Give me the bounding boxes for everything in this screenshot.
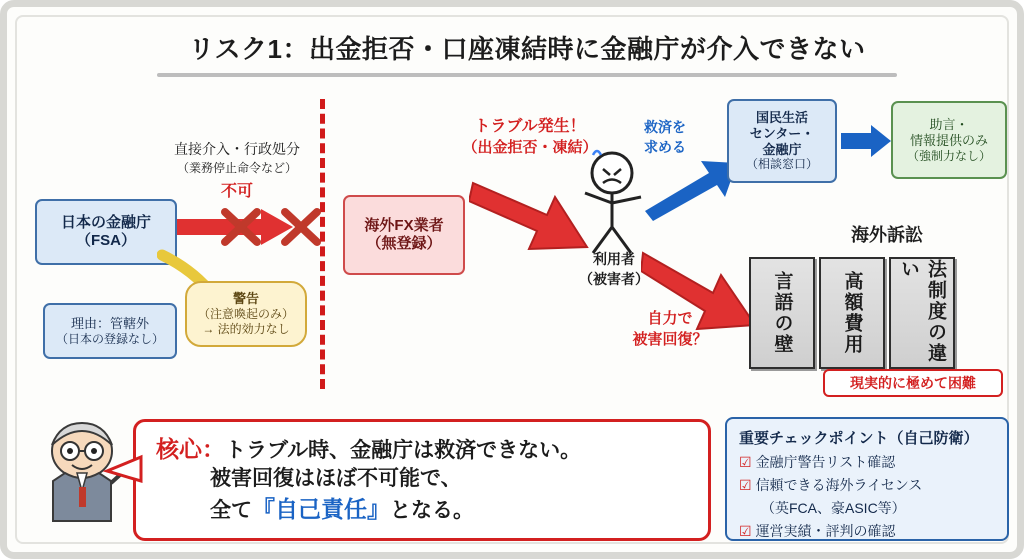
barrier-legal-system: 法制度の違い — [889, 257, 955, 369]
title-underline — [157, 73, 897, 77]
checklist-item-sub — [739, 498, 995, 518]
node-advice-only — [891, 101, 1007, 179]
bubble-tail-icon — [103, 451, 143, 491]
intervene-line3: 不可 — [220, 183, 253, 200]
checklist-item-label: 信頼できる海外ライセンス — [755, 477, 923, 493]
label-seek-relief — [625, 117, 705, 157]
intervene-line1: 直接介入・行政処分 — [174, 141, 300, 157]
core-line3-b: 『自己責任』 — [252, 495, 390, 522]
advice-line3: （強制力なし） — [906, 148, 991, 163]
advice-line1: 助言・ — [929, 116, 969, 132]
node-warning-only — [185, 281, 307, 347]
blue-arrow-to-advice-icon — [841, 123, 893, 159]
checklist-item[interactable] — [739, 452, 995, 472]
label-overseas-lawsuit: 海外訴訟 — [851, 225, 923, 245]
center-line1: 国民生活 — [755, 109, 808, 125]
self-line1: 自力で — [647, 310, 693, 327]
page-title: リスク1：出金拒否・口座凍結時に金融庁が介入できない — [188, 34, 866, 64]
core-line3-a: 全て — [210, 498, 252, 522]
checklist-item-sublabel: （英FCA、豪ASIC等） — [761, 500, 906, 516]
fx-line1: 海外FX業者 — [364, 216, 444, 234]
blue-arrow-to-center-icon — [643, 157, 739, 221]
reason-line1: 理由：管轄外 — [70, 315, 149, 331]
trouble-line1: トラブル発生！ — [474, 118, 586, 135]
badge-practically-impossible: 現実的に極めて困難 — [823, 369, 1003, 397]
trouble-line2: （出金拒否・凍結） — [462, 139, 598, 156]
node-fsa — [35, 199, 177, 265]
checklist-item[interactable] — [739, 475, 995, 495]
checklist-item[interactable] — [739, 521, 995, 541]
fx-line2: （無登録） — [366, 235, 442, 252]
warning-line3: → 法的効力なし — [202, 321, 290, 336]
node-fsa-line2: （FSA） — [75, 232, 136, 249]
center-line3: 金融庁 — [762, 141, 802, 157]
center-line2: センター・ — [749, 125, 815, 141]
red-arrow-to-lawsuit-icon — [641, 247, 761, 343]
label-direct-intervention — [147, 139, 327, 201]
center-line4: （相談窓口） — [745, 157, 818, 172]
checklist-title: 重要チェックポイント（自己防衛） — [739, 430, 979, 447]
check-icon: ☑ — [739, 454, 752, 470]
intervene-line2: （業務停止命令など） — [176, 161, 297, 175]
checklist-panel — [725, 417, 1009, 541]
blocked-red-arrow-icon — [175, 199, 335, 255]
checklist-item-label: 金融庁警告リスト確認 — [755, 454, 896, 470]
node-overseas-fx-broker — [343, 195, 465, 275]
barrier-language: 言語の壁 — [749, 257, 815, 369]
warning-line2: （注意喚起のみ） — [197, 307, 294, 322]
user-line1: 利用者 — [593, 251, 635, 267]
core-label: 核心： — [156, 436, 225, 462]
core-line1: トラブル時、金融庁は救済できない。 — [225, 439, 582, 462]
node-consumer-center — [727, 99, 837, 183]
check-icon: ☑ — [739, 523, 752, 539]
seek-line2: 求める — [644, 139, 686, 155]
core-line3-c: となる。 — [390, 498, 474, 522]
core-line2: 被害回復はほぼ不可能で、 — [210, 467, 462, 491]
seek-line1: 救済を — [644, 119, 686, 135]
reason-line2: （日本の登録なし） — [55, 331, 164, 346]
checklist-item-label: 運営実績・評判の確認 — [755, 523, 896, 539]
core-message-bubble — [133, 419, 711, 541]
warning-line1: 警告 — [232, 291, 259, 307]
self-line2: 被害回復？ — [632, 331, 708, 348]
node-fsa-line1: 日本の金融庁 — [60, 213, 151, 231]
check-icon: ☑ — [739, 477, 752, 493]
user-line2: （被害者） — [579, 271, 649, 287]
advice-line2: 情報提供のみ — [909, 132, 988, 148]
barrier-cost: 高額費用 — [819, 257, 885, 369]
